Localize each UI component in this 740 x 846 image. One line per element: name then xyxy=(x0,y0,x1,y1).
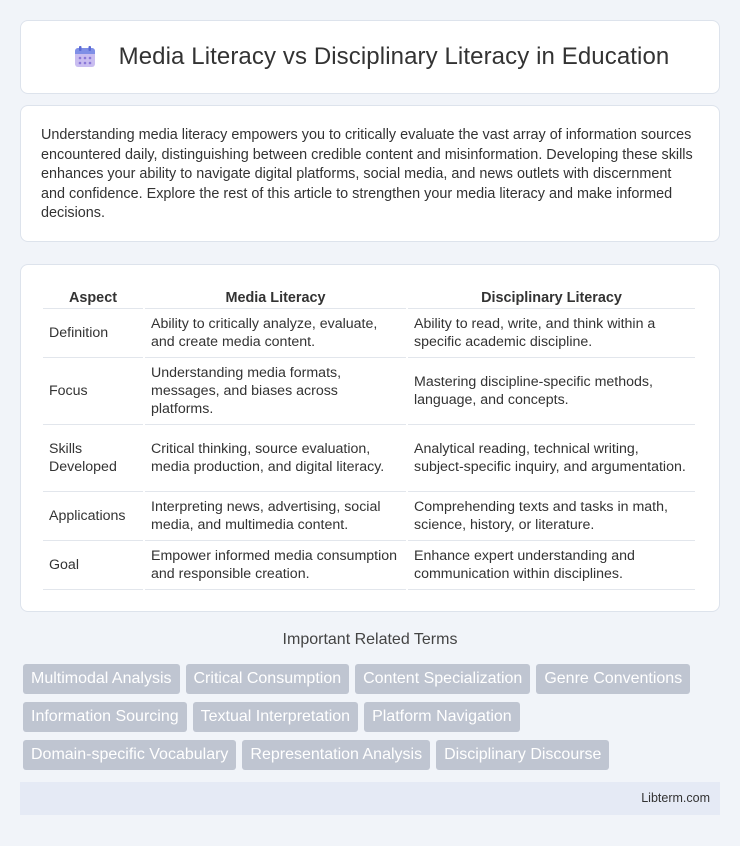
cell-disciplinary-literacy: Mastering discipline-specific methods, language, and concepts. xyxy=(408,358,695,425)
tag-row xyxy=(23,740,723,770)
cell-aspect: Skills Developed xyxy=(43,425,143,492)
tag-information-sourcing[interactable]: Information Sourcing xyxy=(23,702,187,732)
cell-disciplinary-literacy: Comprehending texts and tasks in math, science, history, or literature. xyxy=(408,492,695,541)
table-row xyxy=(43,492,695,541)
cell-media-literacy: Understanding media formats, messages, and biases across platforms. xyxy=(145,358,406,425)
cell-disciplinary-literacy: Ability to read, write, and think within a specific academic discipline. xyxy=(408,309,695,358)
cell-disciplinary-literacy: Analytical reading, technical writing, subject-specific inquiry, and argumentation. xyxy=(408,425,695,492)
related-terms-tags xyxy=(23,664,723,778)
cell-aspect: Focus xyxy=(43,358,143,425)
tag-genre-conventions[interactable]: Genre Conventions xyxy=(536,664,690,694)
cell-media-literacy: Ability to critically analyze, evaluate, and create media content. xyxy=(145,309,406,358)
footer-site-link[interactable]: Libterm.com xyxy=(641,791,710,805)
calendar-icon xyxy=(71,43,99,71)
column-header-aspect: Aspect xyxy=(43,285,143,309)
related-terms-title: Important Related Terms xyxy=(282,631,458,648)
tag-platform-navigation[interactable]: Platform Navigation xyxy=(364,702,520,732)
page-title: Media Literacy vs Disciplinary Literacy in Education xyxy=(118,43,670,70)
column-header-media-literacy: Media Literacy xyxy=(145,285,406,309)
cell-media-literacy: Critical thinking, source evaluation, media production, and digital literacy. xyxy=(145,425,406,492)
cell-media-literacy: Empower informed media consumption and responsible creation. xyxy=(145,541,406,590)
column-header-disciplinary-literacy: Disciplinary Literacy xyxy=(408,285,695,309)
comparison-table-card xyxy=(20,264,720,612)
table-header-row xyxy=(43,285,695,309)
cell-disciplinary-literacy: Enhance expert understanding and communication within disciplines. xyxy=(408,541,695,590)
tag-row xyxy=(23,702,723,732)
cell-aspect: Applications xyxy=(43,492,143,541)
header-card xyxy=(20,20,720,94)
tag-textual-interpretation[interactable]: Textual Interpretation xyxy=(193,702,358,732)
intro-card xyxy=(20,105,720,242)
intro-text: Understanding media literacy empowers you to critically evaluate the vast array of information sources encountered daily, distinguishing between credible content and misinformation. Developing these skills enhances your ability to navigate digital platforms, social media, and news outlets with discernment and confidence. Explore the rest of this article to strengthen your media literacy and make informed decisions. xyxy=(41,127,693,222)
tag-multimodal-analysis[interactable]: Multimodal Analysis xyxy=(23,664,180,694)
tag-critical-consumption[interactable]: Critical Consumption xyxy=(186,664,350,694)
tag-disciplinary-discourse[interactable]: Disciplinary Discourse xyxy=(436,740,609,770)
table-row xyxy=(43,541,695,590)
comparison-table xyxy=(41,285,697,590)
cell-media-literacy: Interpreting news, advertising, social media, and multimedia content. xyxy=(145,492,406,541)
table-row xyxy=(43,425,695,492)
cell-aspect: Definition xyxy=(43,309,143,358)
cell-aspect: Goal xyxy=(43,541,143,590)
tag-row xyxy=(23,664,723,694)
tag-content-specialization[interactable]: Content Specialization xyxy=(355,664,530,694)
table-row xyxy=(43,358,695,425)
table-row xyxy=(43,309,695,358)
footer xyxy=(20,782,720,815)
tag-domain-specific-vocabulary[interactable]: Domain-specific Vocabulary xyxy=(23,740,236,770)
tag-representation-analysis[interactable]: Representation Analysis xyxy=(242,740,430,770)
